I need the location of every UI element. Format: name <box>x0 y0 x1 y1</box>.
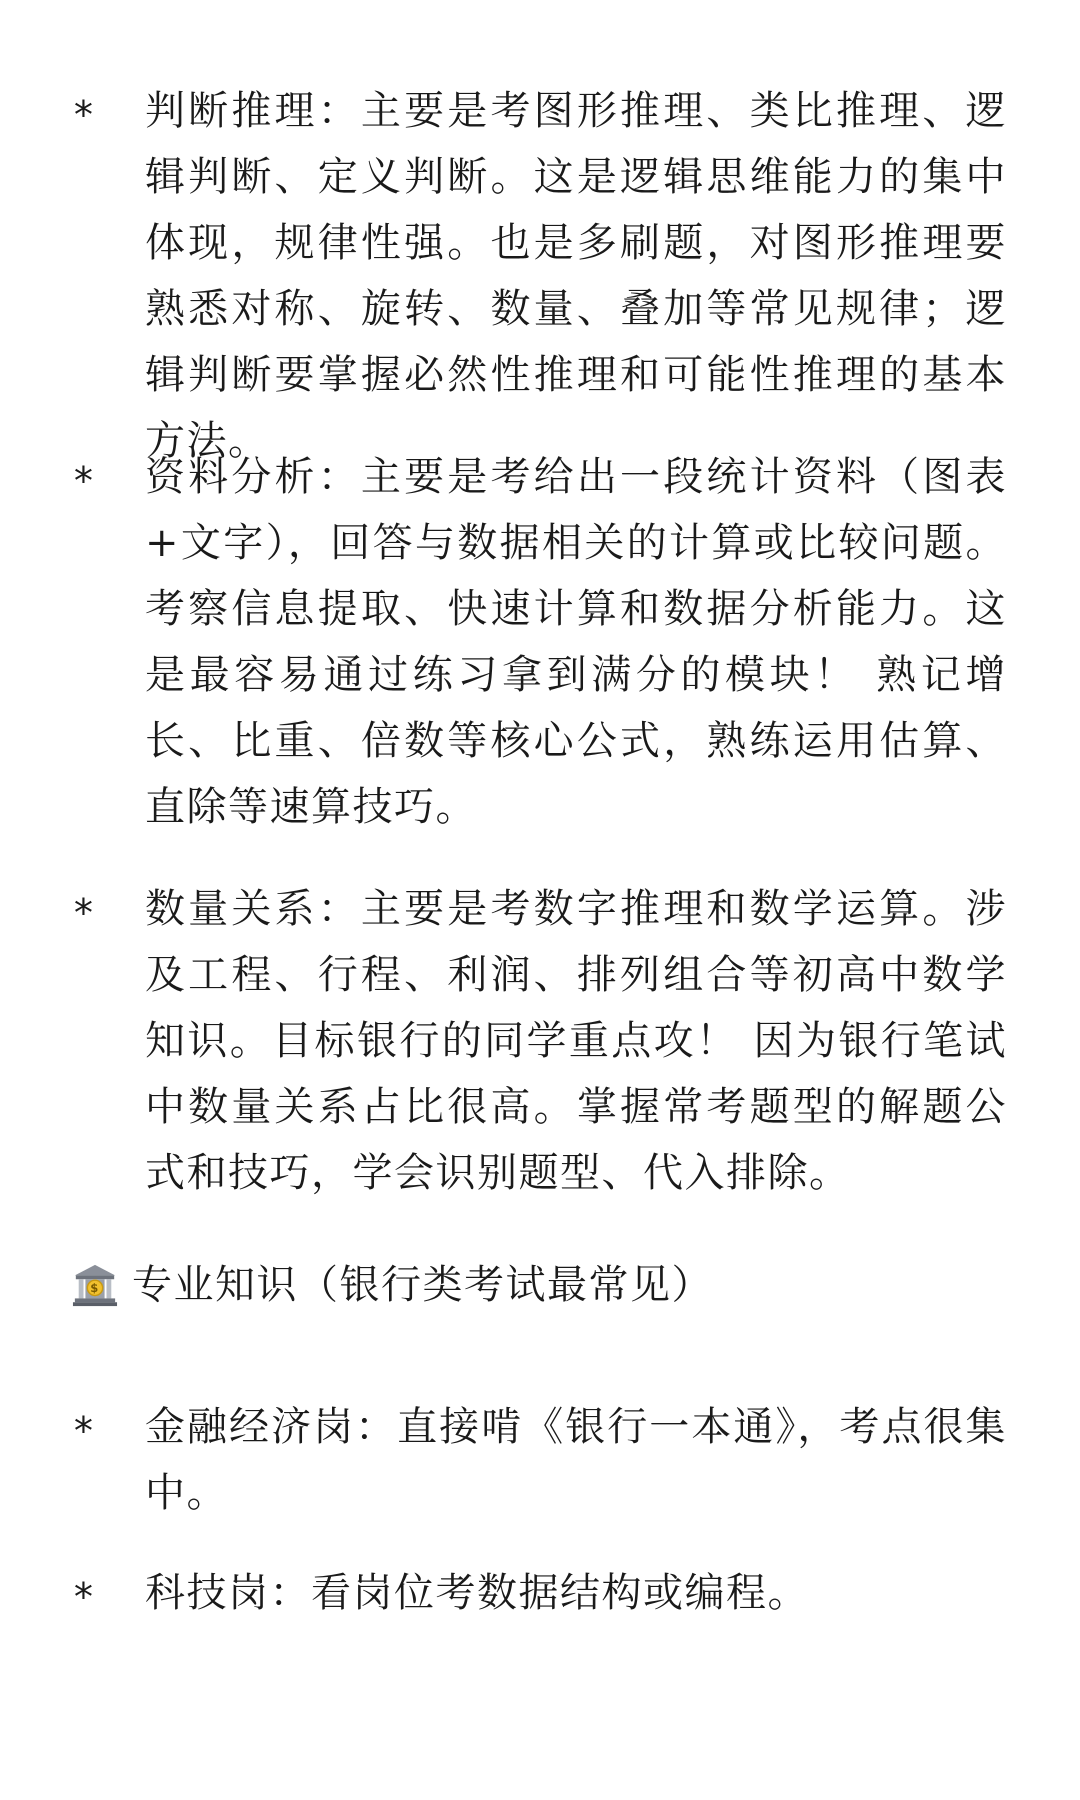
bullet-marker: * <box>72 93 95 137</box>
svg-text:$: $ <box>90 1281 100 1296</box>
section-title: 专业知识（银行类考试最常见） <box>132 1262 713 1308</box>
list-item-text: 资料分析：主要是考给出一段统计资料（图表+文字），回答与数据相关的计算或比较问题。考察信息提取、快速计算和数据分析能力。这是最容易通过练习拿到满分的模块！ 熟记增长、比重、倍数等核心公式，熟练运用估算、直除等速算技巧。 <box>145 454 1007 830</box>
list-item-text: 判断推理：主要是考图形推理、类比推理、逻辑判断、定义判断。这是逻辑思维能力的集中体现，规律性强。也是多刷题，对图形推理要熟悉对称、旋转、数量、叠加等常见规律；逻辑判断要掌握必然性推理和可能性推理的基本方法。 <box>145 88 1007 464</box>
bullet-marker: * <box>72 1409 95 1453</box>
list-item-text: 数量关系：主要是考数字推理和数学运算。涉及工程、行程、利润、排列组合等初高中数学知识。目标银行的同学重点攻！ 因为银行笔试中数量关系占比很高。掌握常考题型的解题公式和技巧，学会识别题型、代入排除。 <box>145 886 1007 1196</box>
bullet-marker: * <box>72 891 95 935</box>
section-heading-professional-knowledge <box>72 1252 713 1318</box>
bullet-marker: * <box>72 459 95 503</box>
bullet-marker: * <box>72 1575 95 1619</box>
list-item-text: 科技岗：看岗位考数据结构或编程。 <box>145 1570 809 1616</box>
bank-icon <box>72 1262 118 1308</box>
list-item-text: 金融经济岗：直接啃《银行一本通》，考点很集中。 <box>145 1404 1007 1516</box>
